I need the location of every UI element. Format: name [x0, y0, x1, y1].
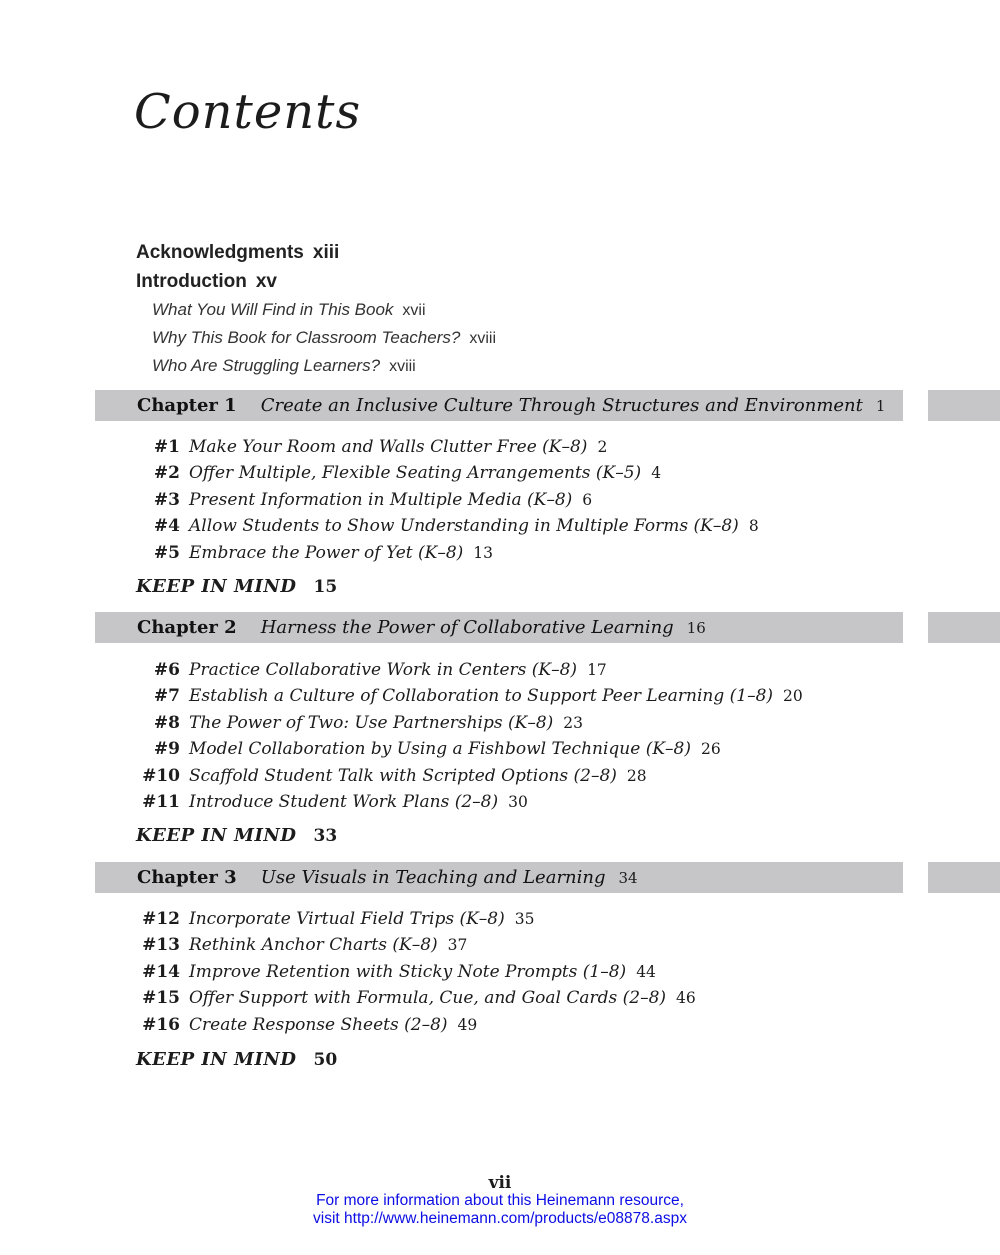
item-number: #4 — [153, 516, 180, 537]
item-number: #16 — [142, 1014, 180, 1035]
item-number: #6 — [153, 660, 180, 680]
item-page: 23 — [563, 713, 584, 732]
chapter-title: Create an Inclusive Culture Through Structures and Environment — [260, 395, 863, 416]
item-page: 4 — [651, 464, 662, 483]
toc-item — [0, 710, 803, 736]
toc-item — [0, 460, 759, 486]
item-page: 8 — [748, 517, 759, 536]
entry-page: xvii — [402, 302, 426, 319]
toc-item — [0, 1012, 696, 1038]
item-title: Practice Collaborative Work in Centers (K–8) 17 — [189, 660, 607, 680]
item-page: 17 — [587, 661, 607, 679]
entry-page: xviii — [389, 358, 416, 375]
chapter-page: 34 — [618, 868, 638, 887]
entry-label: Introduction — [136, 271, 247, 292]
entry-page: xv — [255, 271, 277, 292]
keep-in-mind-page: 33 — [313, 826, 338, 846]
keep-in-mind-label: KEEP IN MIND — [136, 1049, 297, 1070]
item-number: #15 — [142, 988, 180, 1009]
chapter-label: Chapter 1 — [137, 395, 237, 416]
item-title: Improve Retention with Sticky Note Prompts (1–8) 44 — [189, 961, 656, 982]
item-title: Offer Multiple, Flexible Seating Arrangements (K–5) 4 — [189, 463, 662, 484]
toc-item — [0, 906, 696, 932]
item-page: 35 — [514, 910, 535, 928]
item-number: #13 — [142, 935, 180, 956]
item-title: Allow Students to Show Understanding in Multiple Forms (K–8) 8 — [189, 516, 759, 537]
item-title: The Power of Two: Use Partnerships (K–8) 23 — [189, 712, 584, 733]
toc-item — [0, 959, 696, 985]
toc-item — [0, 736, 803, 762]
entry-label: Acknowledgments — [136, 242, 304, 263]
toc-item — [0, 487, 759, 513]
item-number: #9 — [153, 739, 180, 760]
toc-item — [0, 789, 803, 815]
keep-in-mind-label: KEEP IN MIND — [136, 576, 297, 597]
item-page: 44 — [636, 962, 656, 981]
chapter-label: Chapter 2 — [137, 617, 237, 638]
chapter-title: Use Visuals in Teaching and Learning — [260, 867, 606, 888]
item-number: #14 — [142, 961, 180, 982]
item-page: 37 — [447, 936, 468, 955]
item-page: 28 — [626, 766, 647, 785]
item-number: #8 — [153, 712, 180, 733]
item-page: 2 — [597, 438, 608, 456]
toc-entry-who-are-struggling-learners — [136, 352, 496, 380]
item-number: #12 — [142, 909, 180, 929]
page-title: Contents — [134, 84, 362, 140]
chapter-2-heading-bar — [95, 612, 903, 643]
chapter-3-item-list — [0, 906, 696, 1038]
toc-entry-introduction — [136, 267, 496, 296]
keep-in-mind-page: 50 — [313, 1050, 338, 1070]
item-title: Introduce Student Work Plans (2–8) 30 — [189, 792, 528, 813]
item-page: 30 — [508, 793, 528, 812]
item-title: Model Collaboration by Using a Fishbowl Technique (K–8) 26 — [189, 739, 721, 760]
item-number: #11 — [142, 792, 180, 813]
item-title: Scaffold Student Talk with Scripted Options (2–8) 28 — [189, 765, 647, 786]
item-number: #7 — [153, 686, 180, 707]
page-footer — [0, 1174, 1000, 1227]
item-number: #10 — [142, 765, 180, 786]
heinemann-url-link[interactable]: visit http://www.heinemann.com/products/e08878.aspx — [313, 1209, 687, 1227]
keep-in-mind-label: KEEP IN MIND — [136, 825, 297, 846]
entry-label: Who Are Struggling Learners? — [152, 356, 381, 375]
toc-item — [0, 657, 803, 683]
entry-label: Why This Book for Classroom Teachers? — [152, 328, 461, 347]
item-number: #3 — [153, 489, 180, 510]
front-matter-list — [136, 238, 496, 380]
entry-page: xviii — [469, 330, 496, 347]
chapter-title: Harness the Power of Collaborative Learning — [260, 617, 674, 638]
toc-item — [0, 985, 696, 1011]
item-title: Create Response Sheets (2–8) 49 — [189, 1014, 478, 1035]
item-title: Offer Support with Formula, Cue, and Goal Cards (2–8) 46 — [189, 988, 696, 1009]
keep-in-mind-2 — [136, 825, 337, 846]
toc-item — [0, 513, 759, 539]
page-edge-tab-2 — [928, 612, 1000, 643]
keep-in-mind-page: 15 — [313, 577, 338, 597]
item-page: 13 — [473, 543, 494, 562]
page-edge-tab-1 — [928, 390, 1000, 421]
toc-item — [0, 763, 803, 789]
heinemann-info-text: For more information about this Heinemann resource, — [316, 1192, 684, 1209]
entry-label: What You Will Find in This Book — [152, 300, 394, 319]
toc-entry-what-you-will-find — [136, 296, 496, 324]
item-number: #1 — [153, 437, 180, 457]
chapter-2-item-list — [0, 657, 803, 815]
toc-item — [0, 932, 696, 958]
item-title: Embrace the Power of Yet (K–8) 13 — [189, 542, 494, 563]
item-page: 26 — [701, 740, 721, 759]
chapter-page: 16 — [686, 618, 706, 637]
chapter-label: Chapter 3 — [137, 867, 237, 888]
item-page: 46 — [676, 989, 696, 1008]
keep-in-mind-1 — [136, 576, 337, 597]
item-number: #2 — [153, 463, 180, 484]
item-number: #5 — [153, 542, 180, 563]
item-title: Rethink Anchor Charts (K–8) 37 — [189, 935, 468, 956]
page-edge-tab-3 — [928, 862, 1000, 893]
toc-item — [0, 434, 759, 460]
item-title: Make Your Room and Walls Clutter Free (K–8) 2 — [189, 437, 608, 457]
item-page: 6 — [582, 490, 593, 509]
chapter-1-heading-bar — [95, 390, 903, 421]
item-page: 20 — [783, 687, 803, 706]
item-page: 49 — [457, 1015, 478, 1034]
toc-entry-why-this-book — [136, 324, 496, 352]
chapter-3-heading-bar — [95, 862, 903, 893]
toc-entry-acknowledgments — [136, 238, 496, 267]
item-title: Establish a Culture of Collaboration to Support Peer Learning (1–8) 20 — [189, 686, 803, 707]
item-title: Incorporate Virtual Field Trips (K–8) 35 — [189, 909, 535, 929]
folio-page-number: vii — [488, 1173, 512, 1193]
entry-page: xiii — [312, 242, 340, 263]
toc-item — [0, 683, 803, 709]
chapter-page: 1 — [875, 396, 886, 415]
toc-item — [0, 540, 759, 566]
keep-in-mind-3 — [136, 1049, 337, 1070]
chapter-1-item-list — [0, 434, 759, 566]
item-title: Present Information in Multiple Media (K–8) 6 — [189, 489, 593, 510]
